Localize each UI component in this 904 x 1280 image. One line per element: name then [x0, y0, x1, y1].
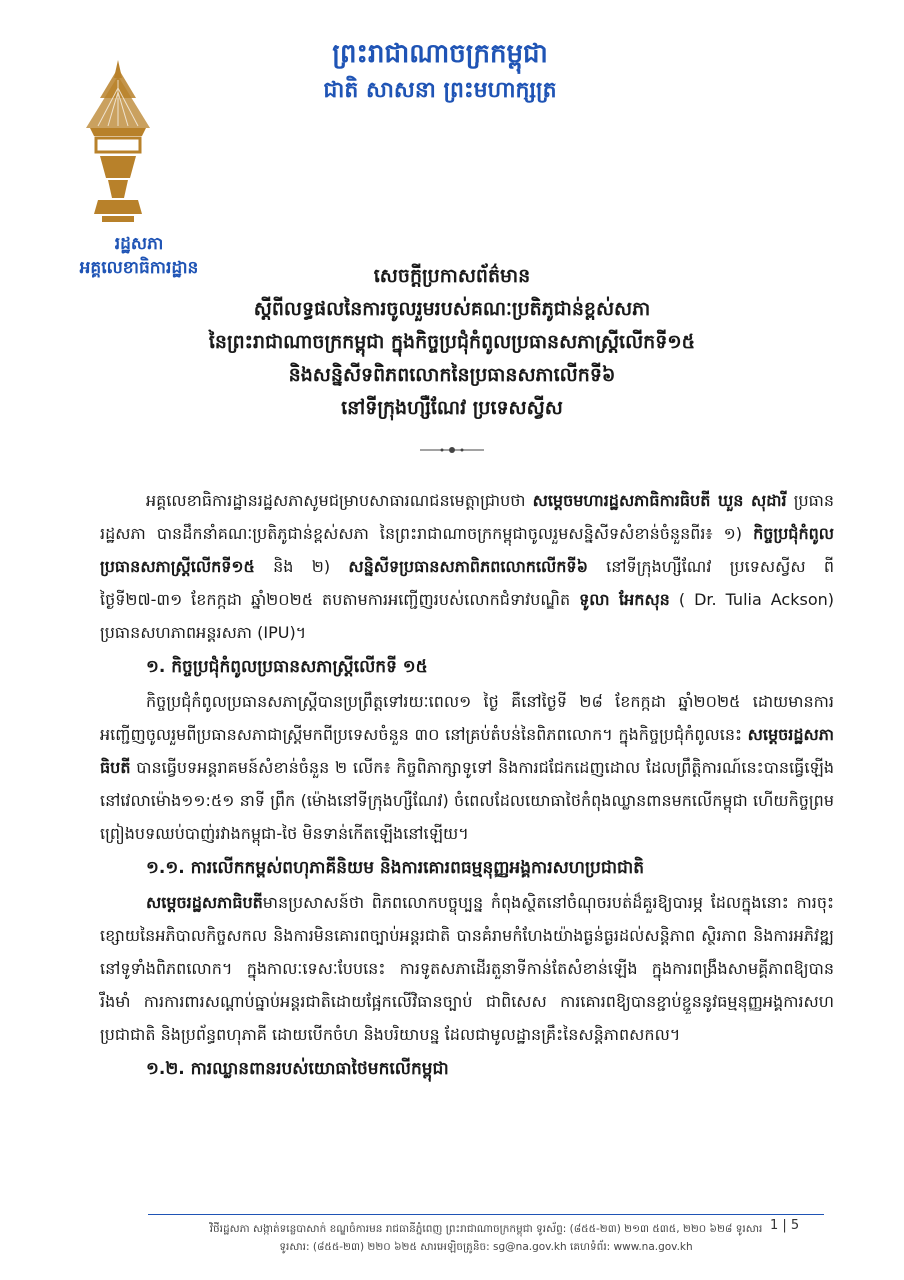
- national-motto: ជាតិ សាសនា ព្រះមហាក្សត្រ: [323, 78, 557, 103]
- footer-address: វិថីរដ្ឋសភា សង្កាត់ទន្លេបាសាក់ ខណ្ឌចំការមន រាជធានីភ្នំពេញ ព្រះរាជាណាចក្រកម្ពុជា ទូរស័ព្ទ: (៨៥៥-២៣) ២១៣ ៥៣៥, ២២០ ៦២៨ ទូរសារ: [209, 1223, 763, 1235]
- title-line-3: នៃព្រះរាជាណាចក្រកម្ពុជា ក្នុងកិច្ចប្រជុំកំពូលប្រធានសភាស្ត្រីលើកទី១៥: [208, 331, 696, 353]
- section-1-2-heading: ១.២. ការឈ្លានពានរបស់យោធាថៃមកលើកម្ពុជា: [146, 1059, 449, 1079]
- title-ornament-divider: [418, 444, 486, 456]
- title-line-5: នៅទីក្រុងហ្សឺណែវ ប្រទេសស្វីស: [341, 397, 563, 419]
- footer-email-web: ទូរសារ: (៨៥៥-២៣) ២២០ ៦២៥ សារអេឡិចត្រូនិច: sg@na.gov.kh គេហទំព័រ: www.na.gov.kh: [279, 1241, 693, 1253]
- document-title: [160, 260, 744, 425]
- intro-paragraph: អគ្គលេខាធិការដ្ឋានរដ្ឋសភាសូមជម្រាបសាធារណជនមេត្តាជ្រាបថា សម្តេចមហារដ្ឋសភាធិការធិបតី ឃួន សុដារី ប្រធានរដ្ឋសភា បានដឹកនាំគណៈប្រតិភូជាន់ខ្ពស់សភា នៃព្រះរាជាណាចក្រកម្ពុជាចូលរួមសន្និសីទសំខាន់ចំនួនពីរ៖ ១) កិច្ចប្រជុំកំពូលប្រធានសភាស្ត្រីលើកទី១៥ និង ២) សន្និសីទប្រធានសភាពិភពលោកលើកទី៦ នៅទីក្រុងហ្សឺណែវ ប្រទេសស្វីស ពីថ្ងៃទី២៧-៣១ ខែកក្កដា ឆ្នាំ២០២៥ តបតាមការអញ្ជើញរបស់លោកជំទាវបណ្ឌិត ទូលា អែកសុន ( Dr. Tulia Ackson) ប្រធានសហភាពអន្តរសភា (IPU)។: [100, 491, 835, 642]
- section-1-1-heading: ១.១. ការលើកកម្ពស់ពហុភាគីនិយម និងការគោរពធម្មនុញ្ញអង្គការសហប្រជាជាតិ: [146, 858, 644, 878]
- speaker-name: សម្តេចមហារដ្ឋសភាធិការធិបតី ឃួន សុដារី: [532, 491, 787, 510]
- footer-divider: [148, 1214, 824, 1215]
- section-1-paragraph: កិច្ចប្រជុំកំពូលប្រធានសភាស្ត្រីបានប្រព្រឹត្តទៅរយៈពេល១ ថ្ងៃ គឺនៅថ្ងៃទី ២៨ ខែកក្កដា ឆ្នាំ២០២៥ ដោយមានការអញ្ជើញចូលរួមពីប្រធានសភាជាស្ត្រីមកពីប្រទេសចំនួន ៣០ នៅគ្រប់តំបន់នៃពិភពលោក។ ក្នុងកិច្ចប្រជុំកំពូលនេះ សម្តេចរដ្ឋសភាធិបតី បានធ្វើបទអន្តរាគមន៍សំខាន់ចំនួន ២ លើក៖ កិច្ចពិភាក្សាទូទៅ និងការជជែកដេញដោល ដែលព្រឹត្តិការណ៍នេះបានធ្វើឡើងនៅវេលាម៉ោង១១:៥១ នាទី ព្រឹក (ម៉ោងនៅទីក្រុងហ្សឺណែវ) ចំពេលដែលយោធាថៃកំពុងឈ្លានពានមកលើកម្ពុជា ហើយកិច្ចព្រមព្រៀងបទឈប់បាញ់រវាងកម្ពុជា-ថៃ មិនទាន់កើតឡើងនៅឡើយ។: [100, 692, 834, 843]
- kingdom-name: ព្រះរាជាណាចក្រកម្ពុជា: [332, 39, 548, 69]
- ipu-president-name: ទូលា អែកសុន: [579, 590, 670, 609]
- kingdom-header: [270, 34, 610, 108]
- title-line-1: សេចក្តីប្រកាសព័ត៌មាន: [373, 265, 531, 287]
- page-number: 1 | 5: [770, 1218, 800, 1233]
- footer-contact: [148, 1220, 824, 1256]
- ministry-line-1: រដ្ឋសភា: [114, 234, 164, 254]
- ministry-line-2: អគ្គលេខាធិការដ្ឋាន: [79, 258, 199, 278]
- section-1-heading: ១. កិច្ចប្រជុំកំពូលប្រធានសភាស្ត្រីលើកទី ១៥: [146, 657, 428, 677]
- section-1-1-paragraph: សម្តេចរដ្ឋសភាធិបតីមានប្រសាសន៍ថា ពិភពលោកបច្ចុប្បន្ន កំពុងស្ថិតនៅចំណុចរបត់ដ៏គួរឱ្យបារម្ភ ដែលក្នុងនោះ ការចុះខ្សោយនៃអភិបាលកិច្ចសកល និងការមិនគោរពច្បាប់អន្តរជាតិ បានគំរាមកំហែងយ៉ាងធ្ងន់ធ្ងរដល់សន្តិភាព ស្ថិរភាព និងការអភិវឌ្ឍនៅទូទាំងពិភពលោក។ ក្នុងកាលៈទេសៈបែបនេះ ការទូតសភាដើរតួនាទីកាន់តែសំខាន់ឡើង ក្នុងការពង្រឹងសាមគ្គីភាពឱ្យបានរឹងមាំ ការការពារសណ្តាប់ធ្នាប់អន្តរជាតិដោយផ្អែកលើវិធានច្បាប់ ជាពិសេស ការគោរពឱ្យបានខ្ជាប់ខ្ជួននូវធម្មនុញ្ញអង្គការសហប្រជាជាតិ និងប្រព័ន្ធពហុភាគី ដោយបើកចំហ និងបរិយាបន្ន ដែលជាមូលដ្ឋានគ្រឹះនៃសន្តិភាពសកល។: [100, 893, 834, 1044]
- document-body: [100, 484, 834, 1087]
- summit-name: កិច្ចប្រជុំកំពូលប្រធានសភាស្ត្រីលើកទី១៥: [100, 524, 834, 576]
- conference-name: សន្និសីទប្រធានសភាពិភពលោកលើកទី៦: [348, 557, 588, 576]
- title-line-2: ស្តីពីលទ្ធផលនៃការចូលរួមរបស់គណៈប្រតិភូជាន់ខ្ពស់សភា: [253, 298, 651, 320]
- national-assembly-emblem-icon: [78, 58, 158, 228]
- title-line-4: និងសន្និសីទពិភពលោកនៃប្រធានសភាលើកទី៦: [288, 364, 616, 386]
